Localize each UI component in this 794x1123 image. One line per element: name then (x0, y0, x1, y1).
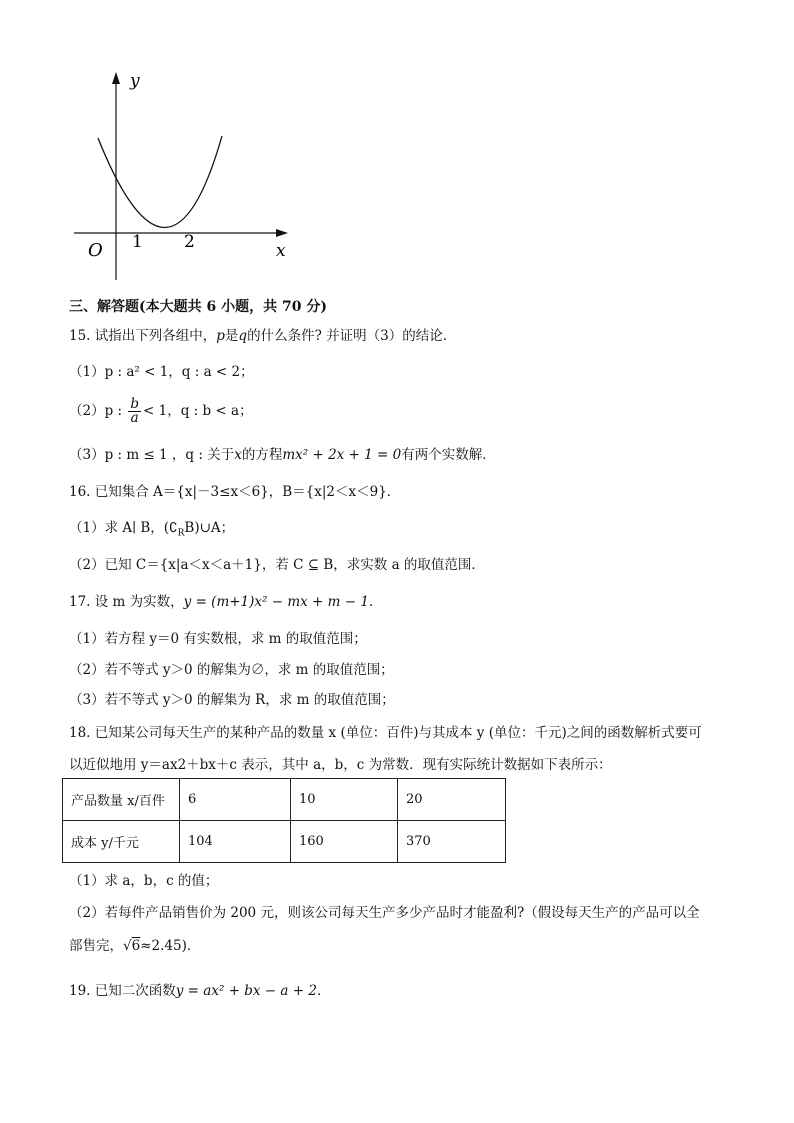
q15-part2-a: （2）p : (69, 403, 127, 419)
table-row (63, 779, 506, 821)
q15-part3-x: x (234, 447, 242, 463)
q15-stem-c: 的什么条件? 并证明（3）的结论． (247, 328, 457, 344)
y-axis-label: y (130, 71, 140, 91)
section-heading: 三、解答题(本大题共 6 小题，共 70 分) (69, 299, 327, 315)
q17-equation: y = (m+1)x² − mx + m − 1 (183, 594, 369, 610)
q15-part2 (69, 398, 253, 425)
parabola-graph-svg (70, 66, 300, 286)
q15-stem-b: 是 (224, 328, 239, 344)
q15-part2-fraction (128, 398, 141, 425)
q15-part1: （1）p : a² < 1，q : a < 2； (69, 364, 254, 380)
x-axis-label: x (276, 241, 286, 261)
q18-part1: （1）求 a，b，c 的值； (69, 873, 219, 889)
q16-part1-c: B)∪A； (184, 520, 235, 536)
q15-part3-c: 有两个实数解． (401, 447, 496, 463)
q18-part2-line2-b: ≈2.45)． (140, 938, 201, 954)
q17-part1: （1）若方程 y＝0 有实数根，求 m 的取值范围； (69, 631, 367, 647)
q18-part2-line2: 部售完，√6≈2.45)． (69, 938, 201, 954)
q15-stem-a: 15. 试指出下列各组中， (69, 328, 217, 344)
q19-stem-a: 19. 已知二次函数 (69, 983, 176, 999)
table-cell: 10 (291, 779, 398, 821)
q19-equation: y = ax² + bx − a + 2 (175, 983, 317, 999)
fraction-denominator: a (130, 410, 139, 426)
table-cell: 6 (180, 779, 291, 821)
q15-part3-b: 的方程 (241, 447, 283, 463)
q19-stem-b: ． (316, 983, 331, 999)
table-cell: 104 (180, 821, 291, 863)
fraction-numerator: b (130, 396, 140, 412)
origin-label: O (88, 240, 103, 261)
q15-p: p (216, 328, 225, 344)
q17-part3: （3）若不等式 y＞0 的解集为 R，求 m 的取值范围； (69, 692, 395, 708)
table-row (63, 821, 506, 863)
q18-sqrt-radicand: 6 (131, 938, 141, 954)
q18-stem-line2: 以近似地用 y＝ax2＋bx＋c 表示，其中 a，b，c 为常数．现有实际统计数据如下表所示： (69, 757, 612, 773)
q18-stem-line1: 18. 已知某公司每天生产的某种产品的数量 x (单位：百件)与其成本 y (单位：千元)之间的函数解析式要可 (69, 725, 702, 741)
q15-part3-a: （3）p : m ≤ 1 ，q : 关于 (69, 447, 235, 463)
table-cell: 成本 y/千元 (63, 821, 180, 863)
table-cell: 160 (291, 821, 398, 863)
q16-part1-subscript: R (177, 528, 185, 539)
q18-part2-line1: （2）若每件产品销售价为 200 元，则该公司每天生产多少产品时才能盈利?（假设每天生产的产品可以全 (69, 905, 700, 921)
y-axis-arrow (112, 72, 120, 84)
q15-part3 (69, 446, 496, 464)
q15-q: q (238, 328, 248, 344)
q17-stem-a: 17. 设 m 为实数， (69, 594, 184, 610)
table-cell: 产品数量 x/百件 (63, 779, 180, 821)
q15-part3-equation: mx² + 2x + 1 = 0 (282, 447, 402, 463)
root-1-label: 1 (132, 232, 143, 252)
q16-part1 (69, 519, 234, 543)
q16-part1-a: （1）求 A∣ B， (69, 520, 164, 536)
q16-stem: 16. 已知集合 A＝{x|－3≤x＜6}，B＝{x|2＜x＜9}． (69, 484, 401, 500)
q16-part2: （2）已知 C＝{x|a＜x＜a＋1}，若 C ⊆ B，求实数 a 的取值范围． (69, 557, 485, 573)
x-axis-arrow (276, 229, 288, 237)
q17-part2: （2）若不等式 y＞0 的解集为∅，求 m 的取值范围； (69, 662, 394, 678)
table-cell: 20 (398, 779, 506, 821)
table-cell: 370 (398, 821, 506, 863)
q15-stem (69, 327, 456, 345)
q17-stem-b: ． (368, 594, 383, 610)
q17-stem (69, 593, 382, 611)
q15-part2-b: < 1，q : b < a； (143, 403, 253, 419)
root-2-label: 2 (184, 232, 195, 252)
q18-data-table (62, 778, 506, 863)
q18-part2-line2-a: 部售完， (69, 938, 123, 954)
parabola-graph (70, 66, 300, 286)
q19-stem (69, 982, 330, 1000)
q16-part1-b: (∁ (163, 520, 178, 536)
